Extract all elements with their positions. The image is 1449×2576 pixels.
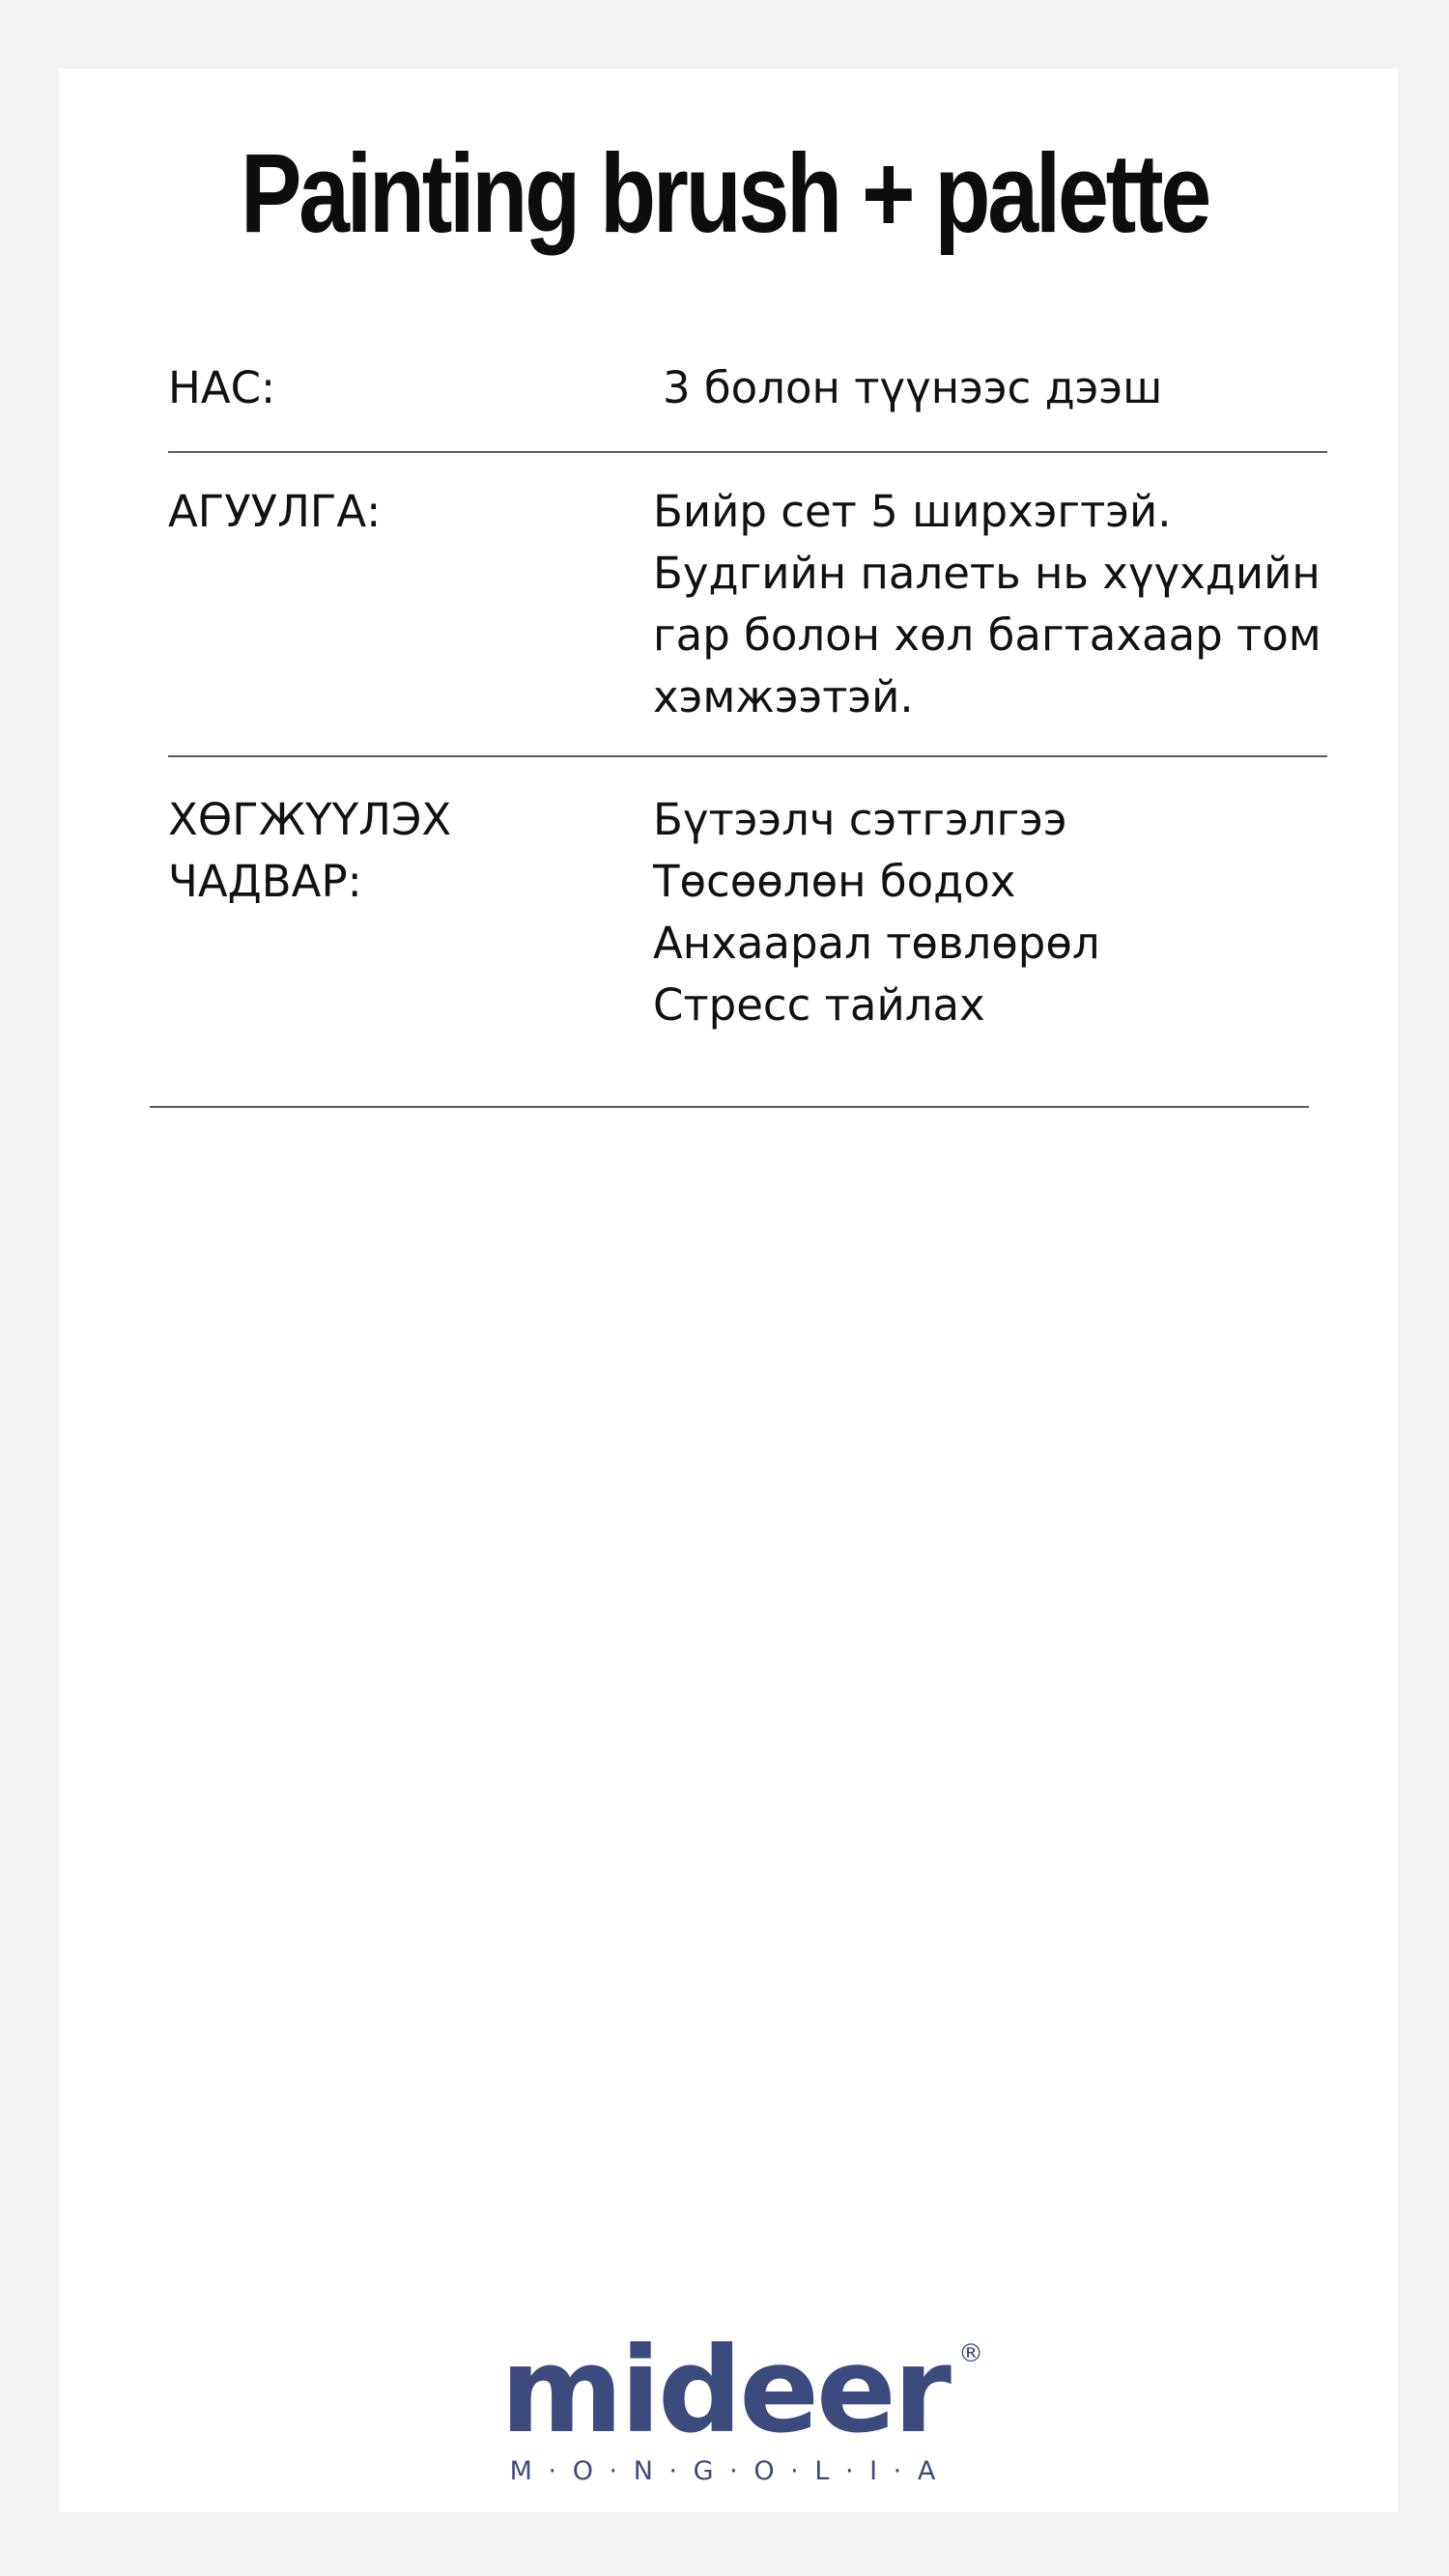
skills-label-line: ХӨГЖҮҮЛЭХ [168,794,452,845]
brand-name: mideer [500,2322,949,2459]
skills-label-line: ЧАДВАР: [168,856,362,907]
contents-line: хэмжээтэй. [653,671,914,722]
contents-line: Бийр сет 5 ширхэгтэй. [653,486,1172,537]
skill-item: Анхаарал төвлөрөл [653,918,1100,969]
brand-wordmark [500,2322,983,2459]
contents-value [653,481,1368,728]
skill-item: Төсөөлөн бодох [653,856,1016,907]
skill-item: Бүтээлч сэтгэлгээ [653,794,1067,845]
row-divider [168,451,1327,453]
contents-line: гар болон хөл багтахаар том [653,609,1321,661]
age-label: НАС: [168,362,276,413]
spec-row-age [168,357,1327,419]
brand-logo [0,2322,1449,2488]
contents-line: Будгийн палеть нь хүүхдийн [653,548,1321,599]
product-info-card [59,69,1398,2512]
brand-tagline: M · O · N · G · O · L · I · A [509,2456,940,2486]
skills-value [653,789,1368,1036]
contents-label: АГУУЛГА: [168,486,382,537]
skills-label [168,789,574,913]
spec-row-skills [168,789,1327,1036]
section-divider [150,1106,1309,1108]
spec-row-contents [168,481,1327,728]
row-divider [168,755,1327,757]
skill-item: Стресс тайлах [653,979,985,1031]
product-title: Painting brush + palette [240,130,1209,256]
age-value: 3 болон түүнээс дээш [663,362,1163,413]
registered-mark: ® [957,2339,983,2368]
